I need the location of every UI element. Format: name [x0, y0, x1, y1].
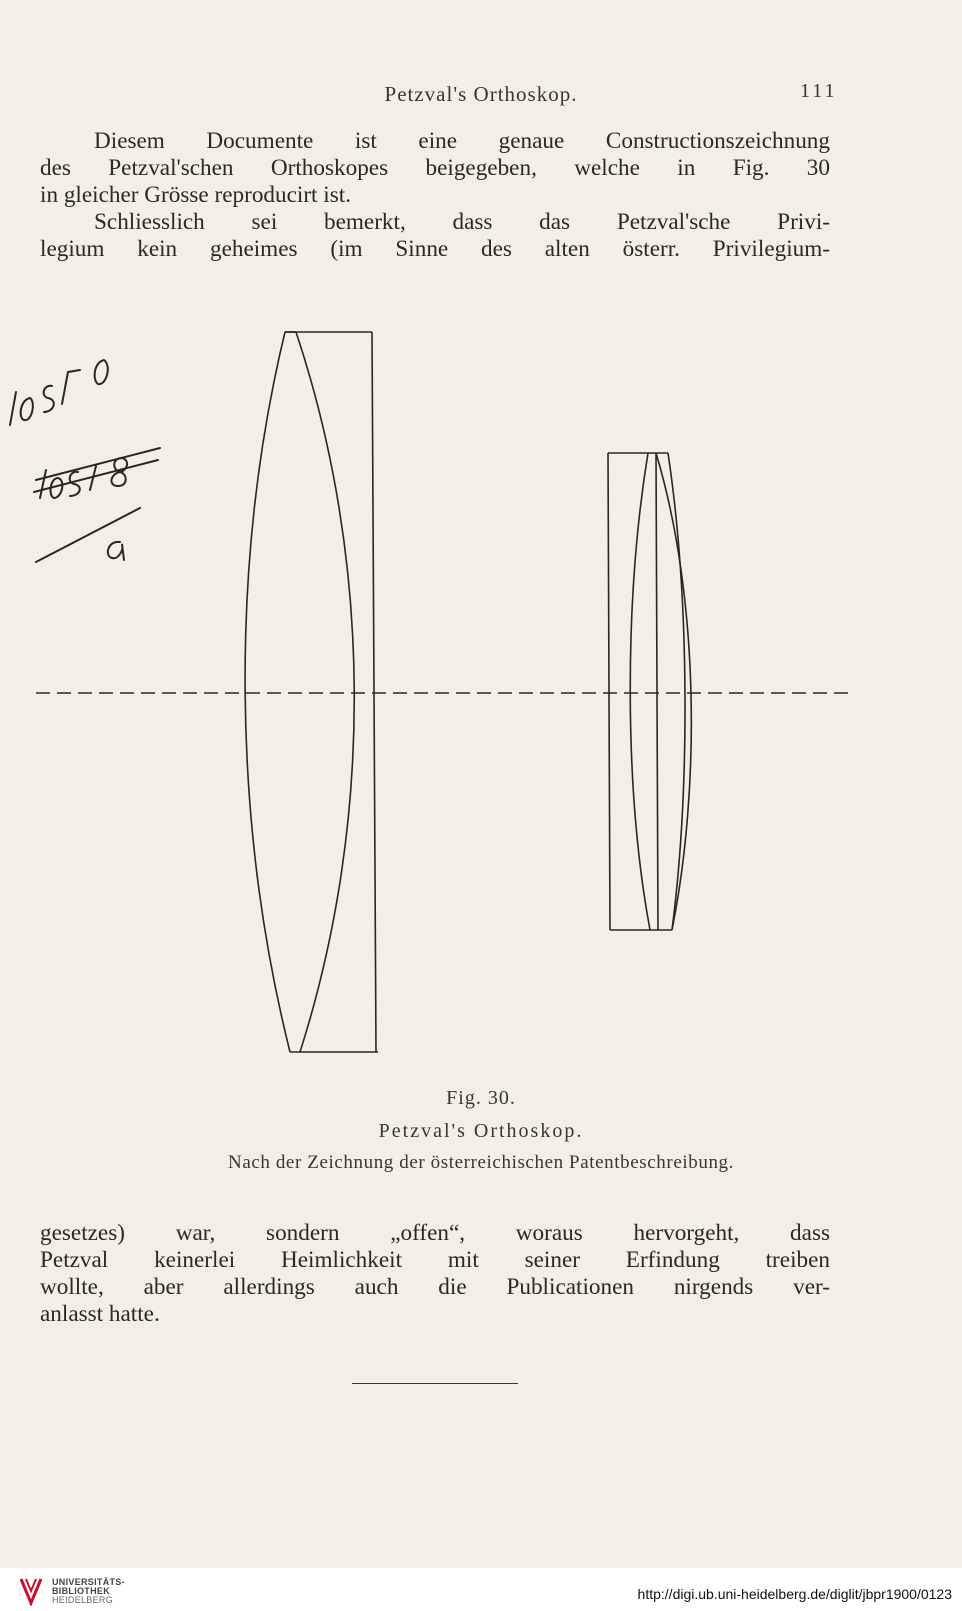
figure-title: Petzval's Orthoskop.: [378, 1120, 584, 1142]
front-lens: [245, 332, 378, 1052]
source-url-link[interactable]: http://digi.ub.uni-heidelberg.de/diglit/jbpr1900/0123: [637, 1586, 952, 1602]
text-line: des Petzval'schen Orthoskopes beigegeben, welche in Fig. 30: [40, 155, 830, 181]
end-rule: [352, 1383, 518, 1384]
rear-lens: [608, 453, 691, 930]
text-line: Schliesslich sei bemerkt, dass das Petzval'sche Privi-: [94, 209, 830, 235]
paragraph-3: [40, 1220, 830, 1328]
text-line: Petzval keinerlei Heimlichkeit mit seiner Erfindung treiben: [40, 1247, 830, 1273]
running-title: Petzval's Orthoskop.: [384, 82, 578, 106]
text-line: in gleicher Grösse reproducirt ist.: [40, 182, 352, 208]
lens-diagram: [0, 300, 962, 1080]
text-line: wollte, aber allerdings auch die Publicationen nirgends ver-: [40, 1274, 830, 1300]
text-line: gesetzes) war, sondern „offen“, woraus hervorgeht, dass: [40, 1220, 830, 1246]
figure-label: Fig. 30.: [446, 1087, 516, 1109]
library-logo-icon: [18, 1576, 44, 1606]
page-number: 111: [800, 80, 838, 102]
text-line: Diesem Documente ist eine genaue Constructionszeichnung: [94, 128, 830, 154]
library-name: UNIVERSITÄTS- BIBLIOTHEK HEIDELBERG: [52, 1577, 125, 1605]
footer-bar: [0, 1568, 962, 1611]
figure-subtitle: Nach der Zeichnung der österreichischen Patentbeschreibung.: [228, 1152, 734, 1173]
text-line: anlasst hatte.: [40, 1301, 160, 1327]
text-line: legium kein geheimes (im Sinne des alten österr. Privilegium-: [40, 236, 830, 262]
